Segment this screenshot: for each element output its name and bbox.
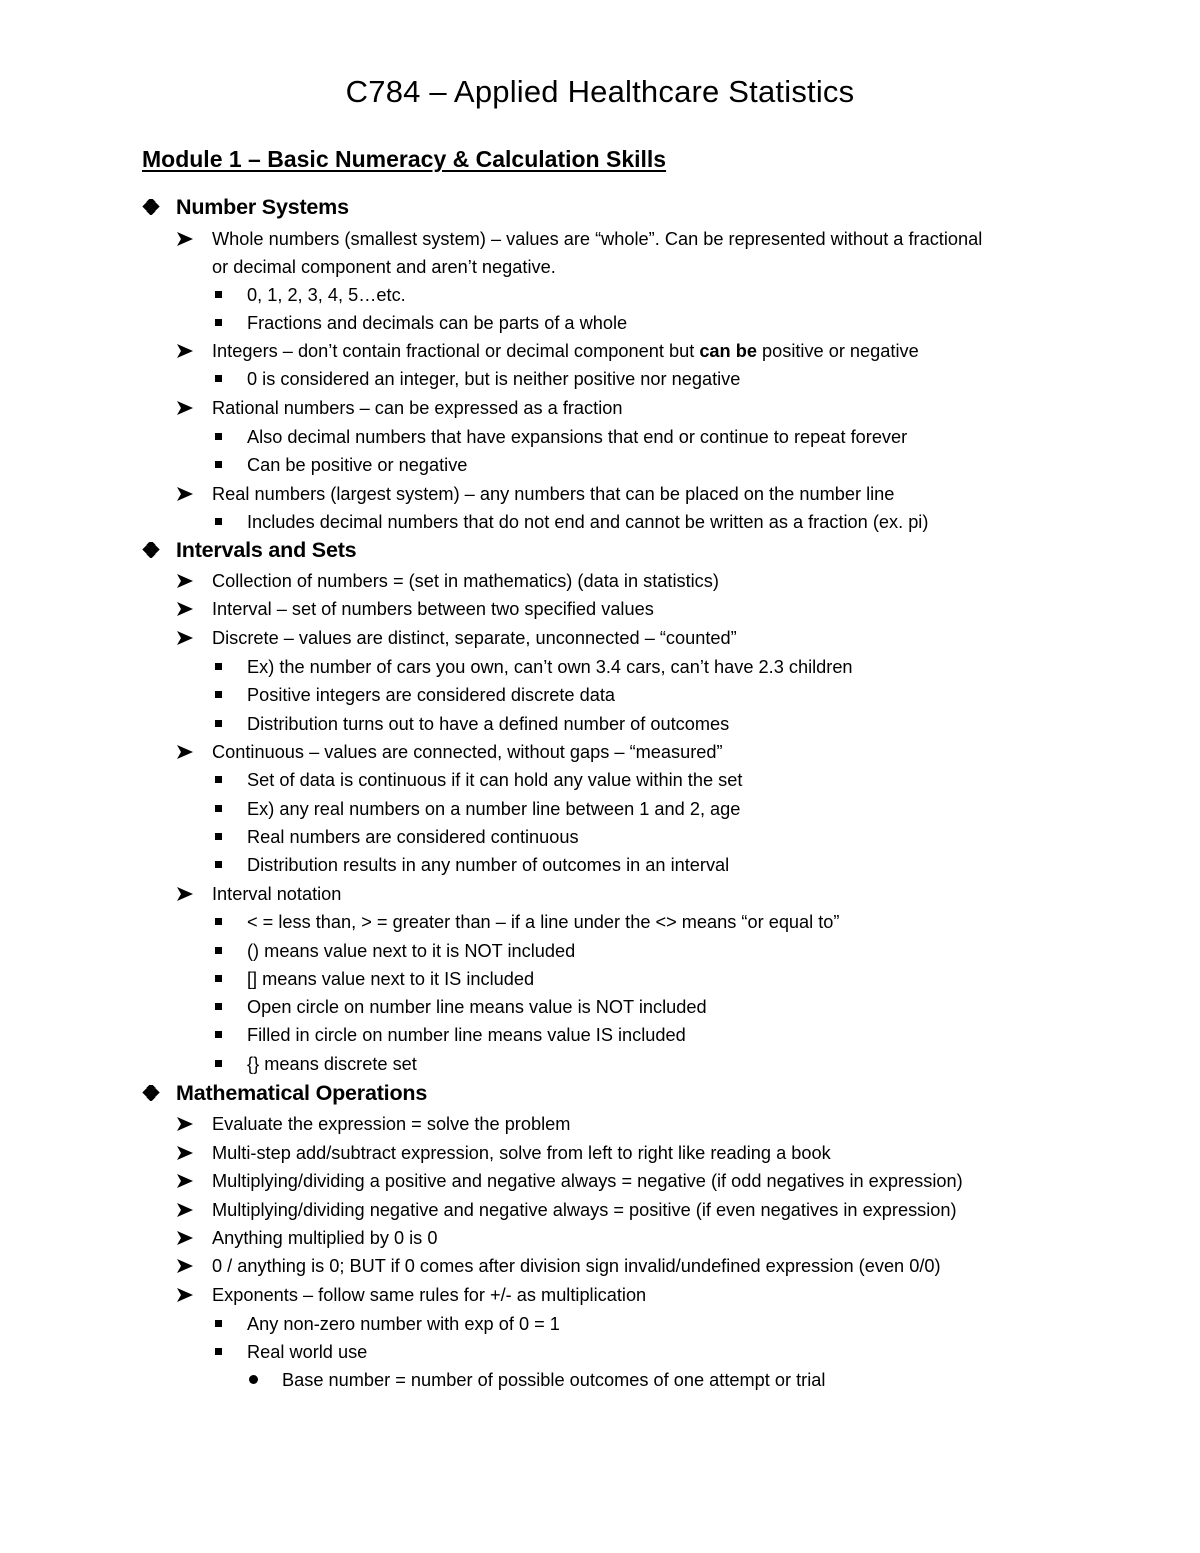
bullet-marker xyxy=(212,281,247,298)
bullet-marker xyxy=(142,1077,176,1101)
list-item xyxy=(176,1110,570,1138)
square-bullet-icon xyxy=(215,1003,222,1010)
list-item-text: Filled in circle on number line means value IS included xyxy=(247,1025,686,1045)
bullet-marker xyxy=(212,795,247,812)
bullet-marker xyxy=(176,1224,212,1246)
dot-bullet-icon xyxy=(249,1375,258,1384)
list-item xyxy=(212,1310,560,1338)
list-item xyxy=(176,253,556,281)
list-item-text: Exponents – follow same rules for +/- as multiplication xyxy=(212,1285,647,1305)
list-item-text: Discrete – values are distinct, separate, unconnected – “counted” xyxy=(212,628,737,648)
square-bullet-icon xyxy=(215,918,222,925)
list-item xyxy=(212,908,839,936)
list-item-text: Multi-step add/subtract expression, solve from left to right like reading a book xyxy=(212,1143,831,1163)
arrow-bullet-icon xyxy=(176,1202,194,1218)
list-item xyxy=(176,1281,646,1309)
bullet-marker xyxy=(212,851,247,868)
list-item-text: Rational numbers – can be expressed as a fraction xyxy=(212,398,623,418)
bullet-marker xyxy=(212,681,247,698)
section-heading xyxy=(142,1077,427,1109)
list-item xyxy=(212,423,907,451)
list-item xyxy=(247,1366,825,1394)
square-bullet-icon xyxy=(215,691,222,698)
section-heading xyxy=(142,191,349,223)
list-item xyxy=(212,710,729,738)
list-item xyxy=(176,595,654,623)
list-item-text: Ex) any real numbers on a number line between 1 and 2, age xyxy=(247,799,741,819)
list-item xyxy=(212,993,707,1021)
list-item xyxy=(212,766,742,794)
arrow-bullet-icon xyxy=(176,1230,194,1246)
leading-text: Integers – don’t contain fractional or decimal component but xyxy=(212,341,700,361)
list-item-text: Ex) the number of cars you own, can’t own 3.4 cars, can’t have 2.3 children xyxy=(247,657,853,677)
list-item-text: 0 is considered an integer, but is neither positive nor negative xyxy=(247,369,741,389)
bullet-marker xyxy=(212,451,247,468)
arrow-bullet-icon xyxy=(176,1287,194,1303)
list-item xyxy=(212,281,406,309)
list-item xyxy=(176,394,622,422)
list-item xyxy=(176,738,723,766)
square-bullet-icon xyxy=(215,319,222,326)
square-bullet-icon xyxy=(215,1031,222,1038)
bullet-marker xyxy=(176,480,212,502)
list-item xyxy=(212,851,729,879)
bullet-marker xyxy=(142,191,176,215)
list-item xyxy=(212,1338,367,1366)
list-item-text: Real world use xyxy=(247,1342,368,1362)
arrow-bullet-icon xyxy=(176,1173,194,1189)
list-item xyxy=(212,653,853,681)
module-heading: Module 1 – Basic Numeracy & Calculation Skills xyxy=(142,146,667,172)
list-item xyxy=(176,1167,963,1195)
square-bullet-icon xyxy=(215,375,222,382)
diamond-bullet-icon xyxy=(142,199,160,215)
bullet-marker xyxy=(176,1281,212,1303)
bullet-marker xyxy=(176,1252,212,1274)
square-bullet-icon xyxy=(215,776,222,783)
square-bullet-icon xyxy=(215,720,222,727)
arrow-bullet-icon xyxy=(176,1145,194,1161)
square-bullet-icon xyxy=(215,1320,222,1327)
bullet-marker xyxy=(212,309,247,326)
arrow-bullet-icon xyxy=(176,601,194,617)
arrow-bullet-icon xyxy=(176,343,194,359)
square-bullet-icon xyxy=(215,663,222,670)
list-item xyxy=(212,795,740,823)
list-item xyxy=(176,1224,437,1252)
bullet-marker xyxy=(176,225,212,247)
list-item xyxy=(212,937,575,965)
list-item xyxy=(212,823,579,851)
section-heading xyxy=(142,534,356,566)
list-item-text: Intervals and Sets xyxy=(176,538,357,562)
arrow-bullet-icon xyxy=(176,573,194,589)
bullet-marker xyxy=(212,1338,247,1355)
list-item xyxy=(212,681,615,709)
list-item-text: Includes decimal numbers that do not end and cannot be written as a fraction (ex. pi) xyxy=(247,512,929,532)
bullet-marker xyxy=(176,337,212,359)
list-item-text: Real numbers (largest system) – any numbers that can be placed on the number line xyxy=(212,484,895,504)
list-item-text: Also decimal numbers that have expansions that end or continue to repeat forever xyxy=(247,427,908,447)
list-item xyxy=(176,624,737,652)
bullet-marker xyxy=(212,937,247,954)
list-item xyxy=(176,480,894,508)
list-item-text: or decimal component and aren’t negative. xyxy=(212,257,556,277)
square-bullet-icon xyxy=(215,975,222,982)
square-bullet-icon xyxy=(215,833,222,840)
bullet-marker xyxy=(212,1310,247,1327)
list-item xyxy=(212,1050,417,1078)
list-item xyxy=(176,1252,941,1280)
square-bullet-icon xyxy=(215,291,222,298)
arrow-bullet-icon xyxy=(176,744,194,760)
square-bullet-icon xyxy=(215,805,222,812)
list-item-text: Fractions and decimals can be parts of a whole xyxy=(247,313,628,333)
list-item-text: Can be positive or negative xyxy=(247,455,468,475)
arrow-bullet-icon xyxy=(176,231,194,247)
list-item-text: Set of data is continuous if it can hold any value within the set xyxy=(247,770,743,790)
list-item-text: Interval – set of numbers between two specified values xyxy=(212,599,654,619)
list-item-text: Mathematical Operations xyxy=(176,1081,428,1105)
square-bullet-icon xyxy=(215,861,222,868)
list-item xyxy=(176,337,919,365)
bullet-marker xyxy=(212,993,247,1010)
list-item-text xyxy=(212,337,919,365)
arrow-bullet-icon xyxy=(176,400,194,416)
list-item xyxy=(176,567,719,595)
document-title: C784 – Applied Healthcare Statistics xyxy=(345,74,855,109)
list-item xyxy=(212,508,928,536)
square-bullet-icon xyxy=(215,1348,222,1355)
arrow-bullet-icon xyxy=(176,630,194,646)
bullet-marker xyxy=(212,1021,247,1038)
list-item xyxy=(212,309,627,337)
list-item-text: Any non-zero number with exp of 0 = 1 xyxy=(247,1314,560,1334)
list-item xyxy=(212,451,467,479)
list-item-text: Collection of numbers = (set in mathematics) (data in statistics) xyxy=(212,571,719,591)
bullet-marker xyxy=(176,1196,212,1218)
list-item-text: Distribution turns out to have a defined number of outcomes xyxy=(247,714,730,734)
bullet-marker xyxy=(176,624,212,646)
square-bullet-icon xyxy=(215,947,222,954)
list-item-text: Multiplying/dividing negative and negative always = positive (if even negatives in expression) xyxy=(212,1200,957,1220)
bullet-marker xyxy=(212,365,247,382)
diamond-bullet-icon xyxy=(142,542,160,558)
bullet-marker xyxy=(176,567,212,589)
list-item-text: Real numbers are considered continuous xyxy=(247,827,579,847)
arrow-bullet-icon xyxy=(176,1258,194,1274)
list-item-text: 0 / anything is 0; BUT if 0 comes after division sign invalid/undefined expression (even 0/0) xyxy=(212,1256,941,1276)
list-item-text: < = less than, > = greater than – if a line under the <> means “or equal to” xyxy=(247,912,840,932)
bullet-marker xyxy=(247,1366,282,1384)
list-item-text: Positive integers are considered discrete data xyxy=(247,685,615,705)
bullet-marker xyxy=(176,1167,212,1189)
list-item xyxy=(176,880,341,908)
list-item-text: Multiplying/dividing a positive and negative always = negative (if odd negatives in expression) xyxy=(212,1171,963,1191)
list-item-text: Whole numbers (smallest system) – values are “whole”. Can be represented without a fractional xyxy=(212,229,983,249)
bullet-marker xyxy=(212,908,247,925)
list-item xyxy=(212,965,534,993)
emphasis-text: can be xyxy=(699,341,757,361)
list-item-text: 0, 1, 2, 3, 4, 5…etc. xyxy=(247,285,406,305)
arrow-bullet-icon xyxy=(176,486,194,502)
list-item-text: Anything multiplied by 0 is 0 xyxy=(212,1228,438,1248)
list-item xyxy=(176,1196,957,1224)
bullet-marker xyxy=(212,423,247,440)
bullet-marker xyxy=(176,1110,212,1132)
bullet-marker xyxy=(212,965,247,982)
trailing-text: positive or negative xyxy=(756,341,919,361)
bullet-marker xyxy=(176,880,212,902)
arrow-bullet-icon xyxy=(176,886,194,902)
square-bullet-icon xyxy=(215,461,222,468)
bullet-marker xyxy=(212,766,247,783)
list-item-text: [] means value next to it IS included xyxy=(247,969,535,989)
list-item xyxy=(176,1139,831,1167)
bullet-marker xyxy=(212,1050,247,1067)
list-item-text: {} means discrete set xyxy=(247,1054,417,1074)
list-item xyxy=(212,1021,686,1049)
list-item-text: Open circle on number line means value is NOT included xyxy=(247,997,707,1017)
square-bullet-icon xyxy=(215,433,222,440)
list-item xyxy=(176,225,982,253)
arrow-bullet-icon xyxy=(176,1116,194,1132)
list-item-text: Distribution results in any number of outcomes in an interval xyxy=(247,855,730,875)
list-item-text: Continuous – values are connected, without gaps – “measured” xyxy=(212,742,723,762)
bullet-marker xyxy=(176,394,212,416)
bullet-marker xyxy=(176,1139,212,1161)
bullet-marker xyxy=(212,653,247,670)
bullet-marker xyxy=(212,710,247,727)
bullet-marker xyxy=(176,738,212,760)
list-item xyxy=(212,365,740,393)
square-bullet-icon xyxy=(215,1060,222,1067)
bullet-marker xyxy=(212,823,247,840)
bullet-marker xyxy=(176,595,212,617)
list-item-text: Interval notation xyxy=(212,884,342,904)
list-item-text: () means value next to it is NOT included xyxy=(247,941,576,961)
bullet-marker xyxy=(142,534,176,558)
diamond-bullet-icon xyxy=(142,1085,160,1101)
list-item-text: Evaluate the expression = solve the problem xyxy=(212,1114,571,1134)
bullet-marker xyxy=(212,508,247,525)
list-item-text: Base number = number of possible outcomes of one attempt or trial xyxy=(282,1370,826,1390)
list-item-text: Number Systems xyxy=(176,195,349,219)
square-bullet-icon xyxy=(215,518,222,525)
